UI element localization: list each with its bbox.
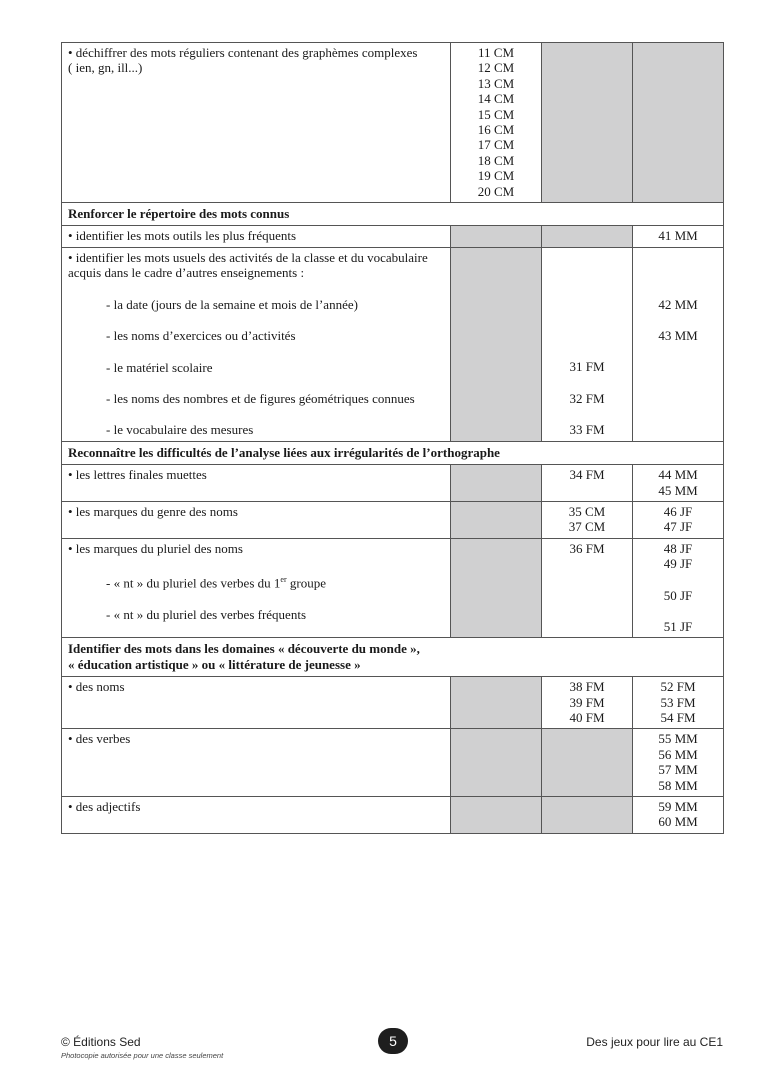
skill-text: • des verbes <box>68 731 131 747</box>
section-heading-line: « éducation artistique » ou « littérature de jeunesse » <box>68 656 361 672</box>
table-body <box>62 43 724 834</box>
code-cell-2 <box>542 43 633 203</box>
activity-code: 36 FM <box>569 540 605 556</box>
code-cell-1 <box>451 465 542 502</box>
code-cell-1 <box>451 797 542 834</box>
skill-cell <box>62 247 451 441</box>
code-cell-3 <box>633 465 724 502</box>
section-heading-line: Renforcer le répertoire des mots connus <box>68 206 290 222</box>
table-row <box>62 638 724 677</box>
code-cell-2 <box>542 538 633 638</box>
section-heading <box>62 441 724 464</box>
activity-code <box>451 572 541 587</box>
skill-cell <box>62 43 451 203</box>
code-cell-1 <box>451 226 542 247</box>
activity-code: 32 FM <box>569 390 605 406</box>
activity-code: 53 FM <box>660 694 696 710</box>
activity-code: 33 FM <box>569 422 605 438</box>
code-cell-2 <box>542 247 633 441</box>
code-cell-2 <box>542 677 633 729</box>
activity-code <box>633 359 723 374</box>
activity-code: 42 MM <box>658 296 698 312</box>
activity-code: 60 MM <box>658 814 698 830</box>
activity-code: 48 JF <box>663 540 693 556</box>
table-row <box>62 226 724 247</box>
activity-code: 45 MM <box>658 482 698 498</box>
activity-code <box>633 391 723 406</box>
code-cell-1 <box>451 501 542 538</box>
code-cell-2 <box>542 226 633 247</box>
activity-code: 54 FM <box>660 710 696 725</box>
activity-code: 52 FM <box>660 679 696 695</box>
activity-code: 15 CM <box>477 106 515 122</box>
code-cell-1 <box>451 677 542 729</box>
activity-code: 59 MM <box>658 799 698 815</box>
activity-code <box>542 328 632 343</box>
table-row <box>62 43 724 203</box>
table-row <box>62 677 724 729</box>
activity-code <box>451 604 541 619</box>
code-cell-3 <box>633 247 724 441</box>
curriculum-table <box>61 42 724 834</box>
skill-text: • identifier les mots usuels des activités de la classe et du vocabulaire <box>68 249 428 265</box>
activity-code: 16 CM <box>477 122 515 138</box>
skill-cell <box>62 729 451 797</box>
activity-code: 18 CM <box>477 152 515 168</box>
activity-code: 20 CM <box>477 183 515 199</box>
footer-book-title: Des jeux pour lire au CE1 <box>586 1035 723 1049</box>
table-row <box>62 797 724 834</box>
activity-code: 17 CM <box>477 137 515 153</box>
activity-code: 35 CM <box>568 503 606 519</box>
section-heading <box>62 638 724 677</box>
activity-code: 39 FM <box>569 694 605 710</box>
activity-code <box>542 572 632 587</box>
skill-text: • des adjectifs <box>68 799 141 815</box>
activity-code: 38 FM <box>569 679 605 695</box>
table-row <box>62 538 724 638</box>
section-heading-line: Reconnaître les difficultés de l’analyse liées aux irrégularités de l’orthographe <box>68 444 500 460</box>
activity-code <box>451 328 541 343</box>
activity-code: 47 JF <box>663 519 693 535</box>
activity-code: 57 MM <box>658 762 698 778</box>
table-row <box>62 465 724 502</box>
activity-code: 56 MM <box>658 746 698 762</box>
sub-skill-text: - les noms d’exercices ou d’activités <box>106 328 296 344</box>
skill-text: • déchiffrer des mots réguliers contenant des graphèmes complexes <box>68 45 418 60</box>
activity-code: 43 MM <box>658 328 698 344</box>
code-cell-3 <box>633 501 724 538</box>
skill-cell <box>62 465 451 502</box>
activity-code: 19 CM <box>477 168 515 184</box>
sub-skill-text: - la date (jours de la semaine et mois de l’année) <box>106 296 358 312</box>
activity-code: 12 CM <box>477 60 515 76</box>
table-row <box>62 729 724 797</box>
activity-code: 50 JF <box>663 587 693 603</box>
code-cell-2 <box>542 797 633 834</box>
table-row <box>62 501 724 538</box>
code-cell-3 <box>633 43 724 203</box>
code-cell-1 <box>451 43 542 203</box>
activity-code: 31 FM <box>569 359 605 375</box>
sub-skill-text: - « nt » du pluriel des verbes fréquents <box>106 606 307 622</box>
section-heading-line: Identifier des mots dans les domaines « découverte du monde », <box>68 641 420 657</box>
skill-text: • les marques du pluriel des noms <box>68 540 243 556</box>
code-cell-2 <box>542 465 633 502</box>
skill-text: ( ien, gn, ill...) <box>68 60 143 76</box>
activity-code: 13 CM <box>477 75 515 91</box>
activity-code <box>451 359 541 374</box>
code-cell-3 <box>633 677 724 729</box>
skill-cell <box>62 797 451 834</box>
activity-code: 14 CM <box>477 91 515 107</box>
skill-cell <box>62 226 451 247</box>
superscript-er: er <box>280 575 287 585</box>
activity-code: 37 CM <box>568 519 606 535</box>
table-row <box>62 203 724 226</box>
activity-code: 51 JF <box>663 618 693 634</box>
skill-cell <box>62 677 451 729</box>
activity-code: 46 JF <box>663 503 693 519</box>
activity-code: 34 FM <box>569 467 605 483</box>
footer-copy-note: Photocopie autorisée pour une classe seulement <box>61 1051 224 1060</box>
code-cell-2 <box>542 501 633 538</box>
code-cell-1 <box>451 247 542 441</box>
skill-text: • identifier les mots outils les plus fréquents <box>68 228 297 244</box>
code-cell-1 <box>451 538 542 638</box>
activity-code <box>451 391 541 406</box>
activity-code: 41 MM <box>658 228 698 244</box>
skill-cell <box>62 501 451 538</box>
code-cell-2 <box>542 729 633 797</box>
code-cell-3 <box>633 538 724 638</box>
skill-text: acquis dans le cadre d’autres enseignements : <box>68 265 305 281</box>
skill-text: • des noms <box>68 679 125 695</box>
activity-code <box>633 422 723 437</box>
page-number-badge: 5 <box>378 1028 408 1054</box>
sub-skill-text: - le matériel scolaire <box>106 359 213 375</box>
activity-code: 44 MM <box>658 467 698 483</box>
sub-skill-text: - le vocabulaire des mesures <box>106 422 254 438</box>
activity-code <box>451 422 541 437</box>
activity-code: 58 MM <box>658 777 698 793</box>
activity-code: 40 FM <box>569 710 605 725</box>
footer-publisher: © Éditions Sed <box>61 1035 141 1049</box>
sub-skill-text: - « nt » du pluriel des verbes du 1er groupe <box>106 575 326 591</box>
code-cell-3 <box>633 226 724 247</box>
section-heading <box>62 203 724 226</box>
skill-cell <box>62 538 451 638</box>
sub-skill-text: - les noms des nombres et de figures géométriques connues <box>106 390 415 406</box>
skill-text: • les lettres finales muettes <box>68 467 207 483</box>
code-cell-3 <box>633 797 724 834</box>
activity-code <box>542 297 632 312</box>
table-row <box>62 441 724 464</box>
skill-text: • les marques du genre des noms <box>68 503 238 519</box>
activity-code: 49 JF <box>663 556 693 572</box>
activity-code: 55 MM <box>658 731 698 747</box>
activity-code <box>542 604 632 619</box>
code-cell-1 <box>451 729 542 797</box>
activity-code: 11 CM <box>478 45 514 60</box>
activity-code <box>451 297 541 312</box>
table-row <box>62 247 724 441</box>
code-cell-3 <box>633 729 724 797</box>
